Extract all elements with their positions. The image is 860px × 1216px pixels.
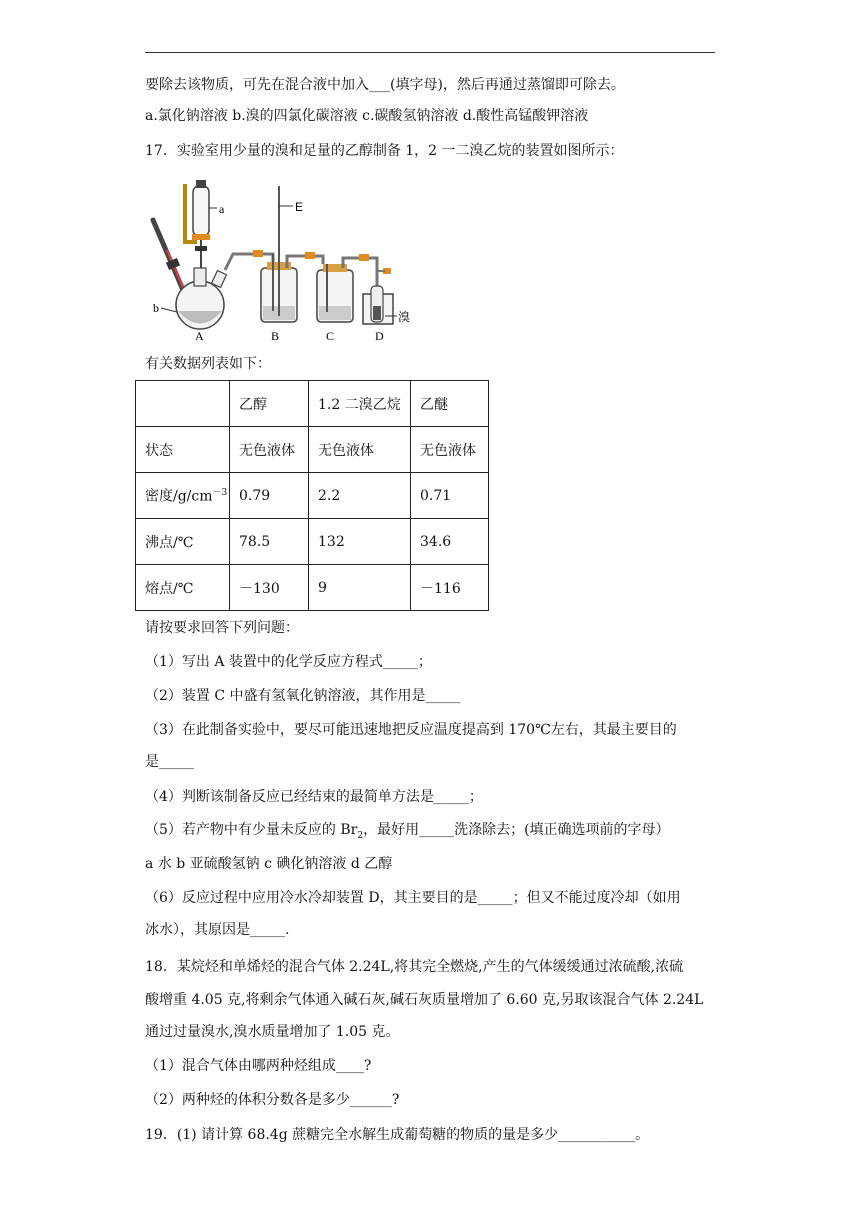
table-cell: 0.79 (230, 473, 309, 519)
row-label-sup: －3 (212, 488, 228, 499)
table-cell: －116 (411, 565, 489, 611)
sub-question-5-part-b: ，最好用_____洗涤除去；(填正确选项前的字母） (363, 822, 670, 838)
sub-question-6: （6）反应过程中应用冷水冷却装置 D，其主要目的是_____；但又不能过度冷却（如用 (145, 890, 681, 906)
label-B: B (271, 329, 280, 342)
row-label: 熔点/℃ (136, 565, 230, 611)
table-header-row (136, 381, 489, 427)
apparatus-figure (145, 176, 420, 342)
table-cell: 0.71 (411, 473, 489, 519)
row-label-cell (136, 473, 230, 519)
table-row (136, 519, 489, 565)
label-a: a (219, 202, 225, 216)
sub-question-2: （2）装置 C 中盛有氢氧化钠溶液，其作用是_____ (145, 688, 461, 704)
text-line: 要除去该物质，可先在混合液中加入___(填字母)，然后再通过蒸馏即可除去。 (145, 77, 625, 93)
table-cell: 2.2 (309, 473, 411, 519)
table-row (136, 565, 489, 611)
table-row (136, 473, 489, 519)
sub-question-3-cont: 是_____ (145, 754, 194, 770)
label-b: b (153, 301, 159, 315)
sub-question-5 (145, 820, 670, 846)
table-cell: 无色液体 (309, 427, 411, 473)
dropping-funnel (193, 186, 209, 236)
sub-question-6-cont: 冰水），其原因是_____. (145, 922, 290, 938)
table-row (136, 427, 489, 473)
q18-sub-question-2: （2）两种烃的体积分数各是多少______? (145, 1092, 400, 1108)
table-cell: －130 (230, 565, 309, 611)
options-line: a.氯化钠溶液 b.溴的四氯化碳溶液 c.碳酸氢钠溶液 d.酸性高锰酸钾溶液 (145, 108, 589, 124)
row-label: 状态 (136, 427, 230, 473)
question-18-cont-2: 通过过量溴水,溴水质量增加了 1.05 克。 (145, 1024, 400, 1040)
table-cell: 34.6 (411, 519, 489, 565)
question-19: 19．(1) 请计算 68.4g 蔗糖完全水解生成葡萄糖的物质的量是多少___________。 (145, 1127, 650, 1143)
instruction-line: 请按要求回答下列问题： (145, 620, 299, 636)
sub-question-4: （4）判断该制备反应已经结束的最简单方法是_____； (145, 789, 483, 805)
sub-question-3: （3）在此制备实验中，要尽可能迅速地把反应温度提高到 170℃左右，其最主要目的 (145, 722, 677, 738)
table-cell: 132 (309, 519, 411, 565)
label-D: D (375, 329, 384, 342)
label-E: E (295, 200, 304, 214)
table-cell: 无色液体 (411, 427, 489, 473)
question-18-cont-1: 酸增重 4.05 克,将剩余气体通入碱石灰,碱石灰质量增加了 6.60 克,另取该混合气体 2.24L (145, 992, 704, 1008)
row-label: 沸点/℃ (136, 519, 230, 565)
table-cell: 9 (309, 565, 411, 611)
header-rule (145, 52, 715, 53)
table-header-cell (136, 381, 230, 427)
question-18: 18．某烷烃和单烯烃的混合气体 2.24L,将其完全燃烧,产生的气体缓缓通过浓硫酸,浓硫 (145, 959, 684, 975)
sub-question-1: （1）写出 A 装置中的化学反应方程式_____； (145, 654, 432, 670)
table-cell: 78.5 (230, 519, 309, 565)
label-A: A (195, 329, 204, 342)
data-table (135, 380, 489, 611)
table-header-cell: 乙醇 (230, 381, 309, 427)
label-bromine: 溴 (398, 310, 411, 324)
table-header-cell: 乙醚 (411, 381, 489, 427)
row-label: 密度/g/cm (145, 488, 213, 505)
question-17: 17．实验室用少量的溴和足量的乙醇制备 1，2 一二溴乙烷的装置如图所示： (145, 143, 624, 159)
q18-sub-question-1: （1）混合气体由哪两种烃组成____? (145, 1058, 372, 1074)
sub-question-5-part-a: （5）若产物中有少量未反应的 Br (145, 822, 358, 838)
sub-question-5-options: a 水 b 亚硫酸氢钠 c 碘化钠溶液 d 乙醇 (145, 856, 393, 872)
table-cell: 无色液体 (230, 427, 309, 473)
table-header-cell: 1.2 二溴乙烷 (309, 381, 411, 427)
sub-question-5-subscript: 2 (357, 830, 364, 841)
label-C: C (326, 329, 335, 342)
table-intro: 有关数据列表如下： (145, 356, 271, 372)
